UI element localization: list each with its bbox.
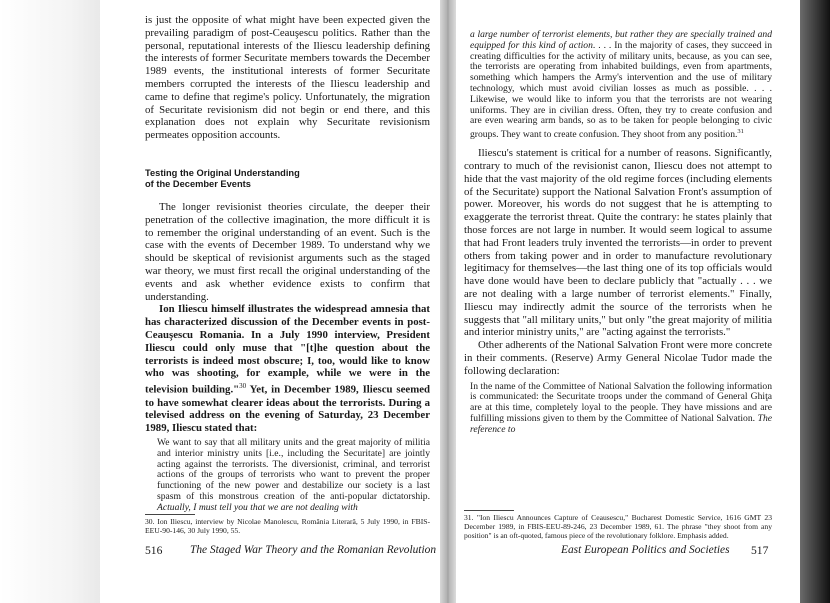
- running-title-left: The Staged War Theory and the Romanian Revolution: [190, 544, 437, 556]
- page-number-left: 516: [145, 544, 163, 557]
- left-paragraph-3-part-a: Ion Iliescu himself illustrates the widespread amnesia that has characterized discussion of the December events in post-Ceauşescu Romania. In a July 1990 interview, President Iliescu could only muse that "[t]he question about the terrorists is indeed most obscure; I, too, would like to know who was shooting, for example, while we were in the television building.": [145, 303, 430, 396]
- footnote-ref-31: 31: [737, 128, 744, 136]
- left-paragraph-2-text: The longer revisionist theories circulate, the deeper their penetration of the collective imagination, the more difficult it is to remember the original understanding of an event. Such is the case with the events of December 1989. To understand why we should be skeptical of revisionist arguments such as the staged war theory, we must first recall the original understanding of the events and ask whether evidence exists to confirm that understanding.: [145, 200, 430, 303]
- quote-continued-italic: a large number of terrorist elements, but rather they are specially trained and equipped for this kind of action: [470, 29, 772, 51]
- tudor-quote-plain: In the name of the Committee of National Salvation the following information is communicated: the Securitate troops under the command of General Ghiţa are at this time, completely loyal to the people. They have missions and are fulfilling missions given to them by the Committee of National Salvation.: [470, 380, 772, 424]
- left-paragraph-2: [145, 201, 430, 303]
- right-paragraph-1-text: Iliescu's statement is critical for a number of reasons. Significantly, contrary to much of the revisionist canon, Iliescu does not attempt to hide that the vast majority of the old regime forces (including elements of the Securitate) support the National Salvation Front's assumption of power. Moreover, his words do not suggest that he is attempting to exaggerate the terrorist threat. Quite the contrary: he states plainly that those forces are not large in number. It would seem logical to assume that had Front leaders truly invented the terrorists—in order to prevent others from taking power and in order to manufacture revolutionary legitimacy for themselves—the last thing one of its top officials would have done would have been to declare publicly that "actually . . . we are not dealing with a large number of terrorist elements." Finally, Iliescu may indirectly admit the source of the terrorists when he suggests that "all military units," but only "the great majority of militia and interior ministry units," are "acting against the terrorists.": [464, 147, 772, 339]
- page-number-right: 517: [751, 544, 769, 557]
- tudor-quote-italic: The reference to: [470, 412, 772, 435]
- quote-continued-plain: . . . . In the majority of cases, they succeed in creating difficulties for the activity of military units, because, as you can see, the terrorists are operating from inhabited buildings, even from apartments, something which hampers the Army's intervention and the use of military technology, which must avoid civilian losses as much as possible. . . . Likewise, we would like to inform you that the terrorists are not wearing uniforms. They are in civilian dress. Often, they try to create confusion and are even wearing arm bands, so as to be taken for people belonging to civic groups. They want to create confusion. They shoot from any position.: [470, 39, 772, 141]
- footnote-rule-right: [464, 510, 514, 511]
- running-title-right: East European Politics and Societies: [561, 544, 730, 556]
- left-paragraph-3-part-b: Yet, in December 1989, Iliescu seemed to have somewhat clearer ideas about the terrorists. During a televised address on the evening of Saturday, 23 December 1989, Iliescu stated that:: [145, 383, 430, 435]
- left-page-margin-shadow: [0, 0, 100, 603]
- footnote-rule-left: [145, 514, 195, 515]
- right-page-edge-shadow: [800, 0, 830, 603]
- book-gutter: [440, 0, 456, 603]
- iliescu-quote-italic: Actually, I must tell you that we are not dealing with: [157, 501, 358, 513]
- right-paragraph-2: [464, 339, 772, 377]
- left-paragraph-1: is just the opposite of what might have been expected given the prevailing paradigm of post-Ceauşescu politics. Rather than the personal, reputational interests of the Iliescu leadership defining the interests of former Securitate members towards the December 1989 events, the institutional interests of former Securitate members corrupted the interests of the Iliescu leadership and came to define that regime's policy. Unfortunately, the migration of Securitate revisionism did not begin or end there, and this explanation does not explain why Securitate revisionism permeates opposition accounts.: [145, 14, 430, 142]
- left-paragraph-3: [145, 303, 430, 435]
- footnote-31: 31. "Ion Iliescu Announces Capture of Ceausescu," Bucharest Domestic Service, 1616 GMT 23 December 1989, in FBIS-EEU-89-246, 23 December 1989, 61. The phrase "they shoot from any position" is an oft-quoted, famous piece of the revolutionary folklore. Emphasis added.: [464, 513, 772, 541]
- footnote-30: 30. Ion Iliescu, interview by Nicolae Manolescu, România Literară, 5 July 1990, in FBIS-EEU-90-146, 30 July 1990, 55.: [145, 517, 430, 536]
- section-heading-line-1: Testing the Original Understanding: [145, 167, 300, 178]
- footnote-ref-30: 30: [239, 382, 247, 391]
- iliescu-quote: [157, 438, 430, 514]
- right-paragraph-1: [464, 147, 772, 339]
- right-page: [464, 30, 772, 435]
- iliescu-quote-continued: [470, 30, 772, 141]
- tudor-quote: [470, 382, 772, 436]
- iliescu-quote-plain: We want to say that all military units and the great majority of militia and interior ministry units [i.e., including the Securitate] are jointly acting against the terrorists. The diversionist, criminal, and terrorist actions of the groups of terrorists who want to prevent the proper functioning of the new power and destabilize our society is a last spasm of this monstrous creation of the anti-popular dictatorship.: [157, 436, 430, 502]
- section-heading-line-2: of the December Events: [145, 178, 251, 189]
- left-page: [145, 14, 430, 513]
- right-paragraph-2-text: Other adherents of the National Salvation Front were more concrete in their comments. (Reserve) Army General Nicolae Tudor made the following declaration:: [464, 339, 772, 377]
